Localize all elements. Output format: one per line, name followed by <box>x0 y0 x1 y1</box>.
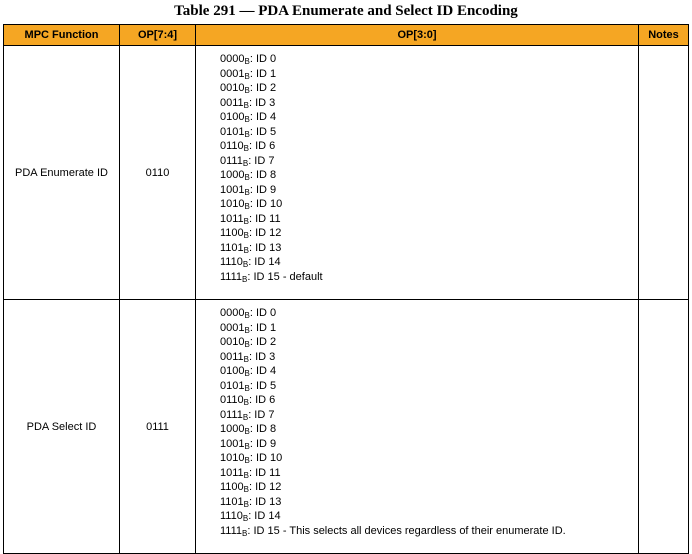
op-code-base: B <box>244 115 250 124</box>
op-code-base: B <box>242 158 249 168</box>
op-code-value: 0100 <box>220 111 245 123</box>
op-code-base: B <box>244 340 250 349</box>
op-code-value: 1100 <box>220 227 244 239</box>
op-code-value: 1111 <box>220 270 243 283</box>
op-code-base: B <box>244 383 250 393</box>
op-code-description: : ID 15 - default <box>247 270 323 283</box>
table-row <box>4 46 689 300</box>
op-code-list <box>220 306 638 538</box>
op-code-entry <box>220 408 638 423</box>
op-code-description: : ID 9 <box>249 437 277 450</box>
op-code-entry <box>220 451 638 466</box>
op-code-entry <box>220 466 638 481</box>
op-code-description: : ID 5 <box>249 125 277 138</box>
op-code-entry <box>220 168 638 183</box>
op-code-entry <box>220 183 638 198</box>
op-code-description: : ID 6 <box>249 394 276 406</box>
op-code-base: B <box>244 369 250 378</box>
op-code-base: B <box>244 202 250 211</box>
op-code-base: B <box>242 412 249 422</box>
op-code-entry <box>220 270 638 285</box>
op-code-description: : ID 4 <box>249 365 277 377</box>
op-code-base: B <box>243 485 249 494</box>
op-code-value: 1100 <box>220 481 244 493</box>
op-code-entry <box>220 139 638 154</box>
op-code-value: 1111 <box>220 524 243 537</box>
op-code-value: 0010 <box>220 82 245 94</box>
op-code-value: 1110 <box>220 256 243 268</box>
op-code-value: 1011 <box>220 466 244 479</box>
op-code-description: : ID 3 <box>249 96 276 109</box>
op-code-value: 0101 <box>220 379 245 392</box>
op-7-4-cell: 0110 <box>120 46 196 300</box>
op-code-base: B <box>244 187 250 197</box>
op-code-description: : ID 8 <box>249 169 277 181</box>
op-code-description: : ID 0 <box>249 307 277 319</box>
op-code-description: : ID 4 <box>249 111 277 123</box>
mpc-function-cell: PDA Select ID <box>4 300 120 554</box>
op-code-base: B <box>244 311 250 320</box>
op-code-entry <box>220 321 638 336</box>
header-op-7-4: OP[7:4] <box>120 25 196 46</box>
op-code-description: : ID 11 <box>249 466 281 479</box>
op-code-description: : ID 13 <box>249 241 282 254</box>
header-mpc-function: MPC Function <box>4 25 120 46</box>
op-code-value: 0000 <box>220 307 245 319</box>
op-code-description: : ID 1 <box>249 67 277 80</box>
op-code-entry <box>220 212 638 227</box>
op-code-entry <box>220 125 638 140</box>
op-code-entry <box>220 480 638 495</box>
op-code-entry <box>220 524 638 539</box>
op-code-description: : ID 12 <box>249 481 282 493</box>
op-code-value: 0100 <box>220 365 245 377</box>
op-code-value: 1001 <box>220 183 245 196</box>
op-code-description: : ID 14 <box>248 510 281 522</box>
op-code-base: B <box>243 245 249 255</box>
op-code-value: 0110 <box>220 140 244 152</box>
op-7-4-cell: 0111 <box>120 300 196 554</box>
op-code-description: : ID 7 <box>248 408 275 421</box>
op-code-description: : ID 13 <box>249 495 282 508</box>
op-code-entry <box>220 393 638 408</box>
op-code-value: 0001 <box>220 321 245 334</box>
op-code-entry <box>220 379 638 394</box>
encoding-table <box>3 24 689 554</box>
op-code-value: 0010 <box>220 336 245 348</box>
op-code-base: B <box>243 470 249 480</box>
op-code-entry <box>220 197 638 212</box>
op-code-base: B <box>243 231 249 240</box>
op-code-description: : ID 11 <box>249 212 281 225</box>
op-code-entry <box>220 437 638 452</box>
op-code-value: 0000 <box>220 53 245 65</box>
op-code-description: : ID 15 - This selects all devices regardless of their enumerate ID. <box>247 524 566 537</box>
op-code-description: : ID 7 <box>248 154 275 167</box>
op-code-value: 1101 <box>220 495 244 508</box>
op-code-base: B <box>243 354 249 364</box>
op-code-base: B <box>244 441 250 451</box>
op-code-base: B <box>244 325 250 335</box>
op-code-description: : ID 5 <box>249 379 277 392</box>
op-code-value: 1001 <box>220 437 245 450</box>
op-code-entry <box>220 154 638 169</box>
op-code-description: : ID 2 <box>249 82 277 94</box>
op-code-base: B <box>242 260 249 269</box>
op-code-entry <box>220 52 638 67</box>
op-code-entry <box>220 364 638 379</box>
op-code-value: 0111 <box>220 408 243 421</box>
op-code-base: B <box>244 86 250 95</box>
op-code-entry <box>220 335 638 350</box>
table-header-row <box>4 25 689 46</box>
table-caption: Table 291 — PDA Enumerate and Select ID Encoding <box>174 3 518 19</box>
op-code-value: 0101 <box>220 125 245 138</box>
op-code-entry <box>220 422 638 437</box>
op-code-base: B <box>244 456 250 465</box>
op-code-base: B <box>244 173 250 182</box>
op-code-value: 0110 <box>220 394 244 406</box>
op-code-value: 0001 <box>220 67 245 80</box>
op-code-value: 1000 <box>220 169 245 181</box>
op-code-base: B <box>243 144 249 153</box>
op-code-value: 1000 <box>220 423 245 435</box>
op-code-description: : ID 10 <box>249 452 283 464</box>
op-code-value: 1101 <box>220 241 244 254</box>
op-code-value: 1010 <box>220 452 245 464</box>
table-row <box>4 300 689 554</box>
op-code-value: 0111 <box>220 154 243 167</box>
op-code-entry <box>220 110 638 125</box>
op-code-value: 1010 <box>220 198 245 210</box>
op-code-value: 0011 <box>220 350 244 363</box>
op-code-entry <box>220 255 638 270</box>
op-code-description: : ID 10 <box>249 198 283 210</box>
op-code-description: : ID 12 <box>249 227 282 239</box>
op-code-base: B <box>243 499 249 509</box>
op-code-entry <box>220 306 638 321</box>
op-code-base: B <box>243 398 249 407</box>
notes-cell <box>639 300 689 554</box>
header-notes: Notes <box>639 25 689 46</box>
op-3-0-cell <box>196 46 639 300</box>
op-code-value: 1110 <box>220 510 243 522</box>
op-code-description: : ID 8 <box>249 423 277 435</box>
op-code-description: : ID 9 <box>249 183 277 196</box>
op-code-description: : ID 3 <box>249 350 276 363</box>
notes-cell <box>639 46 689 300</box>
op-code-entry <box>220 226 638 241</box>
op-code-description: : ID 2 <box>249 336 277 348</box>
op-code-entry <box>220 350 638 365</box>
op-code-base: B <box>242 514 249 523</box>
header-op-3-0: OP[3:0] <box>196 25 639 46</box>
op-code-base: B <box>243 216 249 226</box>
op-code-base: B <box>242 528 248 538</box>
op-code-description: : ID 0 <box>249 53 277 65</box>
op-code-description: : ID 6 <box>249 140 276 152</box>
op-code-list <box>220 52 638 284</box>
mpc-function-cell: PDA Enumerate ID <box>4 46 120 300</box>
op-code-entry <box>220 509 638 524</box>
op-code-value: 0011 <box>220 96 244 109</box>
op-code-entry <box>220 495 638 510</box>
op-code-description: : ID 14 <box>248 256 281 268</box>
op-code-entry <box>220 81 638 96</box>
op-code-base: B <box>244 71 250 81</box>
op-code-base: B <box>244 129 250 139</box>
op-code-base: B <box>244 57 250 66</box>
op-code-base: B <box>243 100 249 110</box>
op-3-0-cell <box>196 300 639 554</box>
op-code-base: B <box>242 274 248 284</box>
op-code-base: B <box>244 427 250 436</box>
op-code-entry <box>220 241 638 256</box>
op-code-entry <box>220 67 638 82</box>
op-code-description: : ID 1 <box>249 321 277 334</box>
op-code-entry <box>220 96 638 111</box>
op-code-value: 1011 <box>220 212 244 225</box>
